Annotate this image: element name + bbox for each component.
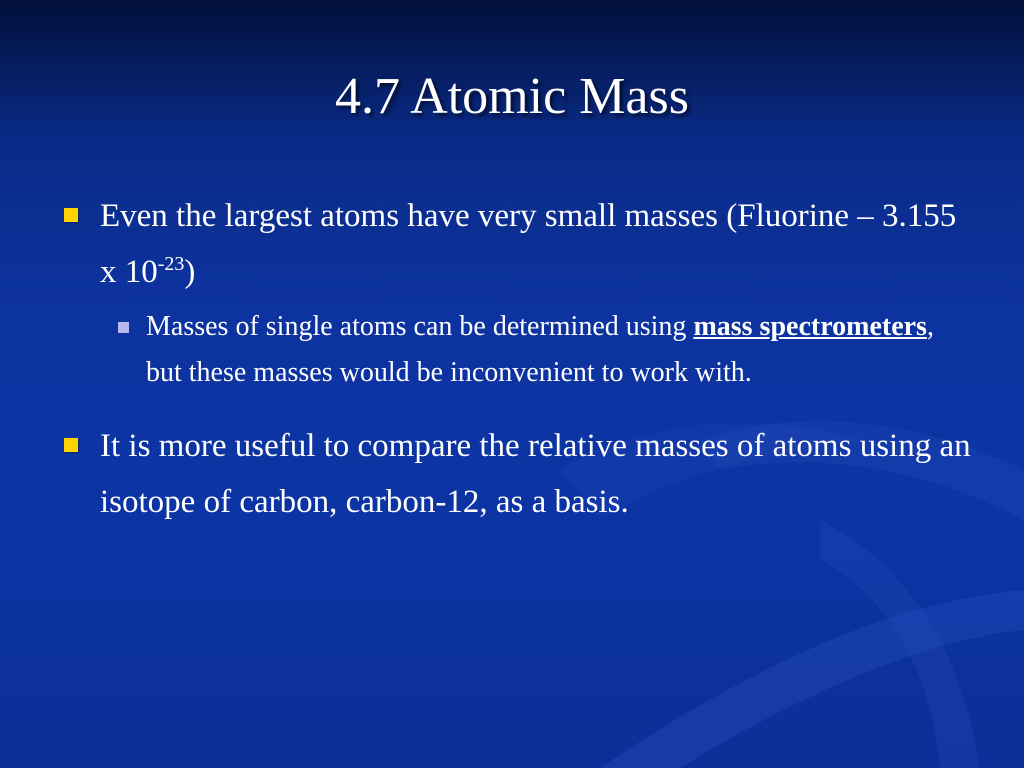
bullet-text: It is more useful to compare the relative masses of atoms using an isotope of carbon, carbon-12, as a basis. [100, 428, 971, 520]
bullet-item [100, 418, 980, 530]
bullet-item [100, 188, 980, 300]
bullet-text-end: ) [184, 254, 196, 290]
mass-spectrometers-term: mass spectrometers [693, 311, 927, 342]
sub-bullet-item [146, 304, 936, 396]
yellow-square-icon [64, 438, 78, 452]
lavender-square-icon [118, 322, 129, 333]
bullet-text: Even the largest atoms have very small masses (Fluorine – 3.155 x 10 [100, 198, 957, 290]
bullet-list [0, 188, 1024, 530]
yellow-square-icon [64, 208, 78, 222]
exponent: -23 [157, 253, 185, 275]
sub-bullet-text: Masses of single atoms can be determined using [146, 311, 694, 342]
slide-title: 4.7 Atomic Mass [335, 68, 689, 125]
sub-bullet-text-end: , but these masses would be inconvenient to work with. [146, 311, 934, 388]
